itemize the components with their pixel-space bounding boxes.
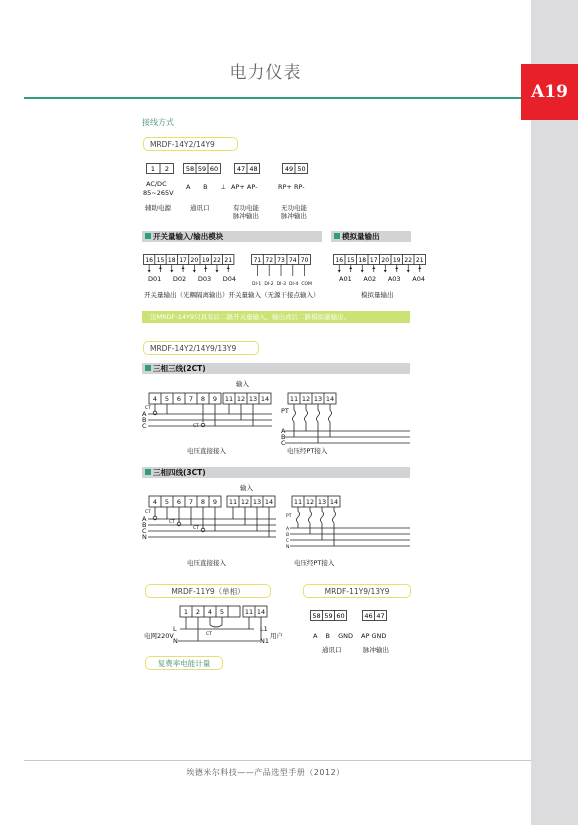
line-label: N [173,637,178,645]
three-wire-svg [140,389,412,451]
arrow-down-icon [338,270,341,273]
arrow-up-icon [395,267,398,270]
pt-label: PT [281,407,289,415]
terminal-label: 21 [224,257,233,264]
analog-out-bar-label: 模拟量输出 [342,232,380,241]
terminal-label: 20 [190,257,199,264]
three-wire-input: 输入 [236,380,249,388]
terminal-label: 12 [301,395,311,403]
right-line-n1: N1 [260,637,269,645]
four-wire-bar [142,467,410,478]
four-wire-cap-pt: 电压经PT接入 [294,559,335,567]
footer-rule [24,760,531,761]
terminal-label: 59 [197,165,207,173]
comm-caption: 通讯口 [190,204,210,212]
right-pulse-sub-gnd: GND [371,632,387,640]
terminal-label: 19 [201,257,210,264]
arrow-up-icon [418,267,421,270]
comm-sub-b: B [203,183,208,191]
terminal-label: 8 [200,498,206,506]
bar-square-icon [334,233,340,239]
terminal-label: 71 [253,257,262,264]
terminal-label: 21 [415,257,424,264]
do-label: D03 [197,275,212,283]
terminal-label: 5 [219,608,225,616]
switch-io-bar-label: 开关量输入/输出模块 [153,232,224,241]
bar-square-icon [145,469,151,475]
do-label: D02 [172,275,187,283]
four-wire-svg [140,493,412,553]
terminal-label: 11 [289,395,299,403]
model-pill-14y2: MRDF-14Y2/14Y9 [143,137,238,151]
terminal-label: 1 [150,165,156,173]
do-labels [148,275,236,283]
terminal-label: 16 [335,257,344,264]
single-phase-svg [142,603,272,647]
terminal-label: 14 [329,498,339,506]
terminal-label: 60 [209,165,219,173]
terminal-label: 13 [317,498,327,506]
terminal-label: 47 [236,165,246,173]
right-comm-caption: 通讯口 [322,646,342,654]
terminal-label: 11 [228,498,238,506]
right-comm-sub [313,632,353,640]
arrow-down-icon [193,270,196,273]
terminal-label: 4 [207,608,213,616]
terminal-label: 60 [336,612,345,620]
terminal-label: 12 [236,395,246,403]
terminal-label: 17 [179,257,187,264]
right-comm-sub-b: B [325,632,330,640]
terminal-label: 11 [293,498,303,506]
ct-label: CT [169,520,175,525]
three-wire-cap-pt: 电压经PT接入 [287,447,328,455]
di-label: DI-4 [289,282,299,287]
right-comm-sub-gnd: GND [338,632,353,640]
ap-caption-2: 脉冲输出 [233,212,259,220]
right-line-l1: L1 [260,625,268,633]
terminal-label: 46 [364,612,373,620]
terminal-label: 13 [248,395,258,403]
model-pill-13y9: MRDF-14Y2/14Y9/13Y9 [143,341,259,355]
terminal-label: 8 [200,395,206,403]
single-phase-diagram [142,603,272,651]
phase-label: C [286,539,290,544]
page-tab: A19 [521,64,578,120]
phase-label: B [142,416,147,424]
arrow-down-icon [361,270,364,273]
right-comm-sub-a: A [313,632,318,640]
terminal-label: 2 [195,608,201,616]
terminal-label: 9 [212,395,218,403]
terminal-label: 22 [404,257,413,264]
ct-label: CT [145,406,151,411]
ct-label: CT [193,424,199,429]
rp-sub-minus: RP- [293,183,305,191]
terminal-group-power [146,159,176,178]
grid-label: 电网220V [144,632,174,640]
ap-sub-plus: AP+ [231,183,245,191]
phase-label: C [281,439,286,447]
terminal-label: 17 [369,257,378,264]
terminal-label: 14 [325,395,335,403]
four-wire-cap-direct: 电压直接接入 [187,559,226,567]
terminal-label: 14 [260,395,270,403]
phase-label: B [281,433,286,441]
four-wire-bar-label: 三相四线(3CT) [153,468,206,477]
page-title: 电力仪表 [229,63,302,83]
section-title: 接线方式 [142,118,174,127]
arrow-up-icon [372,267,375,270]
pt-label: PT [286,514,292,519]
ao-label: A04 [412,275,425,283]
terminal-label: 11 [244,608,254,616]
footer-text: 埃德米尔科技——产品选型手册（2012） [186,768,345,777]
terminal-label: 18 [167,257,176,264]
terminal-label: 6 [176,395,182,403]
terminal-label: 1 [183,608,189,616]
bar-square-icon [145,365,151,371]
terminal-block-comm [183,163,223,174]
right-comm-svg [310,610,350,621]
arrow-up-icon [182,267,185,270]
terminal-label: 72 [265,257,274,264]
ct-label: CT [193,526,199,531]
terminal-label: 15 [156,257,165,264]
terminal-label: 13 [313,395,323,403]
terminal-label: 13 [252,498,262,506]
di-labels [252,282,312,287]
rp-caption-1: 无功电能 [281,204,307,212]
bar-square-icon [145,233,151,239]
switch-caption: 开关量输出（光耦隔离输出）开关量输入（无源干接点输入） [144,291,320,299]
comm-sub [186,183,226,191]
ct-label: CT [145,510,151,515]
terminal-label: 14 [264,498,274,506]
di-label: DI-1 [252,282,262,287]
user-label: 用户 [270,632,283,640]
terminal-label: 50 [297,165,306,173]
right-pulse-sub [361,632,386,640]
do-label: D04 [222,275,236,283]
terminal-label: 5 [164,395,170,403]
rp-sub [278,183,305,191]
terminal-label: 2 [164,165,170,173]
terminal-label: 11 [224,395,234,403]
title-rule [24,97,521,99]
ap-caption-1: 有功电能 [233,204,259,212]
rp-sub-plus: RP+ [278,183,292,191]
terminal-label: 6 [176,498,182,506]
terminal-label: 4 [152,395,158,403]
three-wire-cap-direct: 电压直接接入 [187,447,226,455]
phase-label: N [142,533,147,541]
terminal-label: 15 [346,257,355,264]
phase-label: A [286,527,290,532]
terminal-group-ap [234,159,262,178]
phase-label: A [142,410,147,418]
ao-label: A02 [363,275,377,283]
right-pulse-caption: 脉冲输出 [363,646,389,654]
analog-out-bar [331,231,411,242]
terminal-label: 5 [164,498,170,506]
three-wire-bar [142,363,410,374]
arrow-up-icon [227,267,230,270]
terminal-label: 9 [212,498,218,506]
right-pulse-svg [362,610,390,621]
terminal-label: 74 [288,257,297,264]
note-bar: 注MRDF-14Y9只具有后二路开关量输入、输出或后二路模拟量输出。 [142,311,410,323]
power-sub-2: 85~265V [143,189,174,197]
model-pill-11y9-13y9: MRDF-11Y9/13Y9 [303,584,411,598]
right-pulse-block [362,606,390,625]
terminal-label: 12 [305,498,315,506]
four-wire-diagram [140,493,412,557]
terminal-label: 12 [240,498,250,506]
terminal-label: 20 [381,257,390,264]
arrow-down-icon [215,270,218,273]
terminal-block-ap [234,163,262,174]
terminal-block-rp [282,163,310,174]
three-wire-diagram [140,389,412,455]
terminal-label: 18 [358,257,367,264]
terminal-label: 4 [152,498,158,506]
arrow-up-icon [204,267,207,270]
terminal-label: 48 [249,165,258,173]
four-wire-input: 输入 [240,484,253,492]
arrow-up-icon [349,267,352,270]
terminal-label: 14 [256,608,266,616]
ao-label: A03 [387,275,401,283]
terminal-label: 73 [277,257,285,264]
terminal-label: 22 [213,257,221,264]
arrow-down-icon [407,270,410,273]
phase-label: C [142,422,147,430]
comm-sub-ground: ⊥ [220,183,226,191]
terminal-label: 49 [284,165,294,173]
rp-caption-2: 脉冲输出 [281,212,307,220]
power-sub-1: AC/DC [146,180,167,188]
terminal-label: 7 [188,498,194,506]
arrow-down-icon [170,270,173,273]
arrow-down-icon [148,270,151,273]
ao-labels [339,275,425,283]
terminal-label: 19 [392,257,401,264]
phase-label: B [142,521,147,529]
model-pill-11y9: MRDF-11Y9（单相） [145,584,271,598]
di-label: DI-2 [264,282,274,287]
arrow-up-icon [159,267,162,270]
terminal-label: 70 [300,257,309,264]
terminal-label: 47 [376,612,385,620]
right-sidebar [531,0,578,825]
arrow-down-icon [384,270,387,273]
three-wire-bar-label: 三相三线(2CT) [153,364,206,373]
comm-sub-a: A [186,183,191,191]
phase-label: A [142,515,147,523]
ao-label: A01 [339,275,352,283]
do-label: D01 [148,275,162,283]
ap-sub-minus: AP- [246,183,258,191]
phase-label: C [142,527,147,535]
line-label: L [173,625,177,633]
power-caption: 辅助电源 [145,204,171,212]
phase-label: B [286,533,290,538]
phase-label: A [281,427,286,435]
analog-caption: 模拟量输出 [361,291,394,299]
terminal-label: 58 [312,612,321,620]
terminal-label: 59 [324,612,333,620]
di-label: DI-3 [276,282,286,287]
terminal-group-comm [183,159,223,178]
ct-label: CT [206,632,212,637]
terminal-label: 16 [145,257,153,264]
terminal-label: 58 [185,165,195,173]
di-label: COM [301,282,312,287]
terminal-label: 7 [188,395,194,403]
terminal-group-rp [282,159,310,178]
right-comm-block [310,606,350,625]
right-pulse-sub-ap: AP [361,632,370,640]
di-terminal-svg [251,254,313,284]
ap-sub [231,183,257,191]
switch-io-bar [142,231,322,242]
terminal-block-power [146,163,176,174]
rate-pill: 复费率电能计量 [145,656,223,670]
phase-label: N [286,545,290,550]
